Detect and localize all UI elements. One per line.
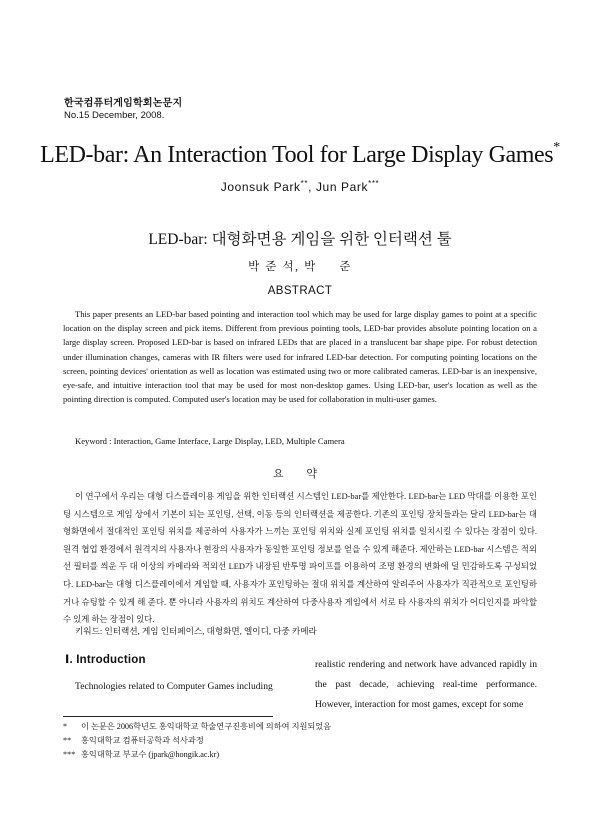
author-2: Jun Park	[315, 180, 369, 194]
footnote-2	[63, 734, 331, 748]
footnote-3-mark: ***	[63, 749, 76, 759]
footnote-1	[63, 720, 331, 734]
introduction-paragraph-right: realistic rendering and network have advanced rapidly in the past decade, achieving real-time performance. However, interaction for most games, except for some	[315, 659, 537, 710]
keywords-english: Keyword : Interaction, Game Interface, Large Display, LED, Multiple Camera	[75, 436, 345, 446]
footnotes	[63, 720, 331, 761]
journal-name: 한국컴퓨터게임학회논문지	[64, 98, 183, 109]
paper-title-korean: LED-bar: 대형화면용 게임을 위한 인터랙션 툴	[148, 231, 452, 248]
footnote-2-text: 홍익대학교 컴퓨터공학과 석사과정	[81, 735, 204, 745]
footnote-3-text: 홍익대학교 부교수 (jpark@hongik.ac.kr)	[81, 749, 220, 759]
footnote-2-mark: **	[63, 735, 72, 745]
author-1: Joonsuk Park	[220, 180, 301, 194]
section-heading-introduction: Ⅰ. Introduction	[65, 654, 146, 666]
footnote-1-mark: *	[63, 722, 68, 731]
paper-title	[0, 142, 600, 169]
journal-header	[64, 94, 182, 121]
authors-korean-text: 박 준 석, 박 준	[248, 261, 352, 273]
summary-body: 이 연구에서 우리는 대형 디스플레이용 게임을 위한 인터랙션 시스템인 LED-bar를 제안한다. LED-bar는 LED 막대를 이용한 포인팅 시스템으로 게임 상에서 기본이 되는 포인팅, 선택, 이동 등의 인터랙션을 제공한다. 기존의 포인팅 장치들과는 달리 LED-bar는 대형화면에서 절대적인 포인팅 위치를 제공하여 사용자가 느끼는 포인팅 위치와 실제 포인팅 위치를 일치시킬 수 있다는 장점이 있다. 원격 협업 환경에서 원격지의 사용자나 현장의 사용자가 동일한 포인팅 정보를 얻을 수 있게 해준다. 제안하는 LED-bar 시스템은 적외선 필터를 씌운 두 대 이상의 카메라와 적외선 LED가 내장된 반투명 파이프를 이용하여 조명 환경의 변화에 덜 민감하도록 구성되었다. LED-bar는 대형 디스플레이에서 게임할 때, 사용자가 포인팅하는 절대 위치를 계산하여 알려주어 사용자가 직관적으로 포인팅하거나 슈팅할 수 있게 해 준다. 뿐 아니라 사용자의 위치도 계산하여 다중사용자 게임에서 서로 타 사용자의 위치가 어디인지를 파악할 수 있게 하는 장점이 있다.	[63, 492, 537, 625]
footnote-3	[63, 748, 331, 762]
author-2-mark: ***	[368, 179, 380, 188]
author-separator: ,	[308, 180, 316, 194]
summary-heading: 요 약	[272, 468, 327, 480]
author-1-mark: **	[300, 179, 309, 188]
abstract-heading: ABSTRACT	[267, 285, 333, 297]
title-footnote-mark: *	[553, 140, 560, 155]
footnote-1-text: 이 논문은 2006학년도 홍익대학교 학술연구진흥비에 의하여 지원되었음	[81, 722, 332, 731]
authors-english	[0, 179, 600, 194]
introduction-paragraph-left: Technologies related to Computer Games including	[75, 681, 273, 692]
left-column	[63, 652, 293, 695]
paper-title-text: LED-bar: An Interaction Tool for Large Display Games	[40, 142, 554, 168]
keywords-korean: 키워드: 인터랙션, 게임 인터페이스, 대형화면, 엘이디, 다중 카메라	[75, 626, 317, 636]
journal-issue: No.15 December, 2008.	[64, 110, 165, 121]
authors-korean	[0, 258, 600, 274]
footnote-divider	[63, 716, 273, 717]
abstract-body: This paper presents an LED-bar based pointing and interaction tool which may be used for large display games to point at a specific location on the display screen and pick items. Different from previous pointing tools, LED-bar provides absolute pointing location on a large display screen. Proposed LED-bar is based on infrared LEDs that are placed in a translucent bar shape pipe. For robust detection under illumination changes, cameras with IR filters were used for infrared LED-bar detection. For computing pointing locations on the screen, pointing devices' orientation as well as location was estimated using two or more calibrated cameras. LED-bar is an inexpensive, eye-safe, and intuitive interaction tool that may be used for most non-desktop games. Using LED-bar, user's location as well as the pointing direction is computed. Computed user's location may be used for collaboration in multi-user games.	[63, 309, 537, 405]
